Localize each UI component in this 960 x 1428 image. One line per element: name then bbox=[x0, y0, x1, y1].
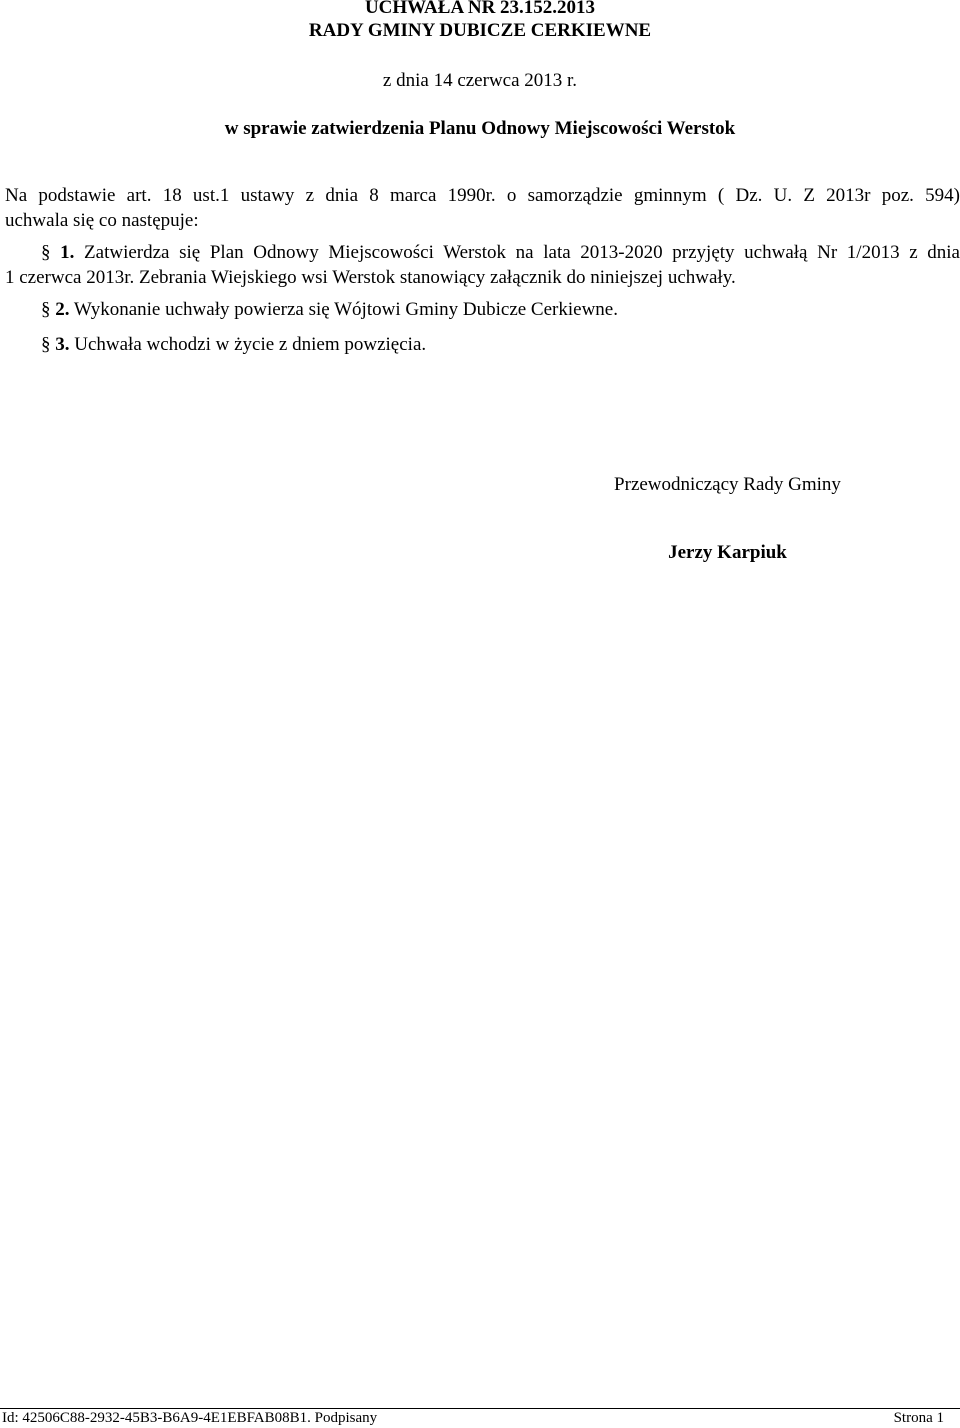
section-1-line-1 bbox=[5, 240, 960, 265]
section-number: 1. bbox=[60, 242, 75, 263]
preamble-line-2: uchwala się co następuje: bbox=[5, 210, 199, 231]
section-2 bbox=[41, 297, 618, 322]
page-footer bbox=[0, 1408, 960, 1427]
resolution-subject: w sprawie zatwierdzenia Planu Odnowy Miejscowości Werstok bbox=[224, 118, 736, 139]
section-1-text-1: Zatwierdza się Plan Odnowy Miejscowości Werstok na lata 2013-2020 przyjęty uchwałą Nr 1/2013 z dnia bbox=[84, 242, 960, 263]
preamble bbox=[5, 183, 960, 233]
section-number: 2. bbox=[55, 299, 70, 320]
section-3-text: Uchwała wchodzi w życie z dniem powzięcia. bbox=[74, 334, 427, 355]
resolution-date: z dnia 14 czerwca 2013 r. bbox=[382, 70, 578, 91]
document-id: Id: 42506C88-2932-45B3-B6A9-4E1EBFAB08B1. Podpisany bbox=[2, 1410, 378, 1426]
section-1 bbox=[5, 240, 960, 290]
section-3 bbox=[41, 332, 426, 357]
section-symbol: § bbox=[41, 299, 51, 320]
page-number: Strona 1 bbox=[893, 1410, 944, 1426]
signatory-name: Jerzy Karpiuk bbox=[668, 542, 787, 563]
section-symbol: § bbox=[41, 334, 51, 355]
section-symbol: § bbox=[41, 242, 51, 263]
resolution-number: UCHWAŁA NR 23.152.2013 bbox=[364, 0, 596, 18]
signatory-title: Przewodniczący Rady Gminy bbox=[614, 474, 841, 495]
council-name: RADY GMINY DUBICZE CERKIEWNE bbox=[308, 20, 652, 41]
preamble-line-1: Na podstawie art. 18 ust.1 ustawy z dnia 8 marca 1990r. o samorządzie gminnym ( Dz. U. Z 2013r poz. 594) bbox=[5, 185, 960, 206]
section-2-text: Wykonanie uchwały powierza się Wójtowi Gminy Dubicze Cerkiewne. bbox=[73, 299, 618, 320]
section-number: 3. bbox=[55, 334, 70, 355]
section-1-line-2: 1 czerwca 2013r. Zebrania Wiejskiego wsi Werstok stanowiący załącznik do niniejszej uchwały. bbox=[5, 267, 736, 288]
